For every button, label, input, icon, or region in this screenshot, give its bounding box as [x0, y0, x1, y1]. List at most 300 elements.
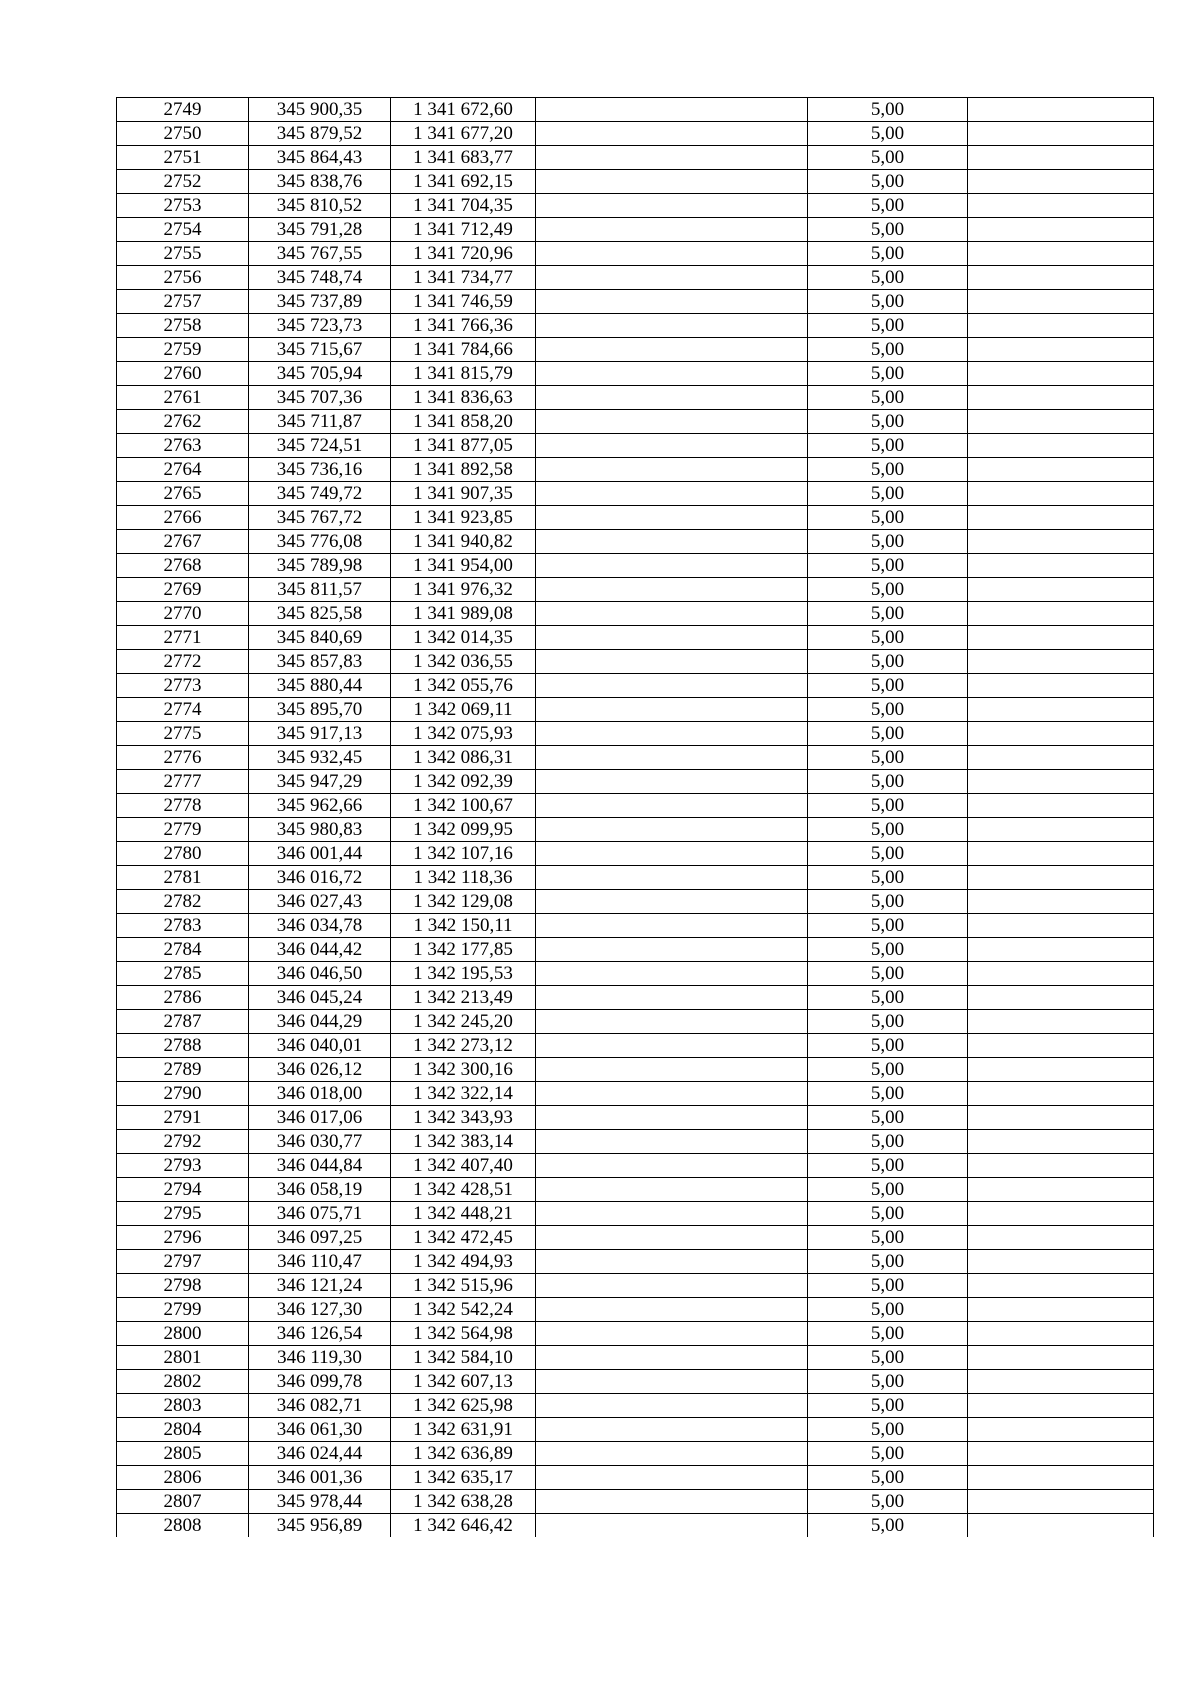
- y-coordinate-cell: 1 341 784,66: [391, 338, 536, 362]
- empty-cell: [968, 938, 1154, 962]
- value-cell: 5,00: [808, 770, 968, 794]
- y-coordinate-cell: 1 341 683,77: [391, 146, 536, 170]
- value-cell: 5,00: [808, 626, 968, 650]
- x-coordinate-cell: 345 749,72: [249, 482, 391, 506]
- empty-cell: [536, 1010, 808, 1034]
- empty-cell: [536, 1250, 808, 1274]
- point-number-cell: 2771: [117, 626, 249, 650]
- x-coordinate-cell: 345 838,76: [249, 170, 391, 194]
- empty-cell: [968, 506, 1154, 530]
- y-coordinate-cell: 1 342 625,98: [391, 1394, 536, 1418]
- table-row: [117, 1466, 1154, 1490]
- y-coordinate-cell: 1 342 273,12: [391, 1034, 536, 1058]
- point-number-cell: 2773: [117, 674, 249, 698]
- empty-cell: [536, 434, 808, 458]
- point-number-cell: 2789: [117, 1058, 249, 1082]
- table-row: [117, 1178, 1154, 1202]
- x-coordinate-cell: 346 110,47: [249, 1250, 391, 1274]
- table-row: [117, 1298, 1154, 1322]
- point-number-cell: 2799: [117, 1298, 249, 1322]
- value-cell: 5,00: [808, 866, 968, 890]
- point-number-cell: 2756: [117, 266, 249, 290]
- x-coordinate-cell: 345 724,51: [249, 434, 391, 458]
- empty-cell: [536, 698, 808, 722]
- y-coordinate-cell: 1 342 245,20: [391, 1010, 536, 1034]
- point-number-cell: 2759: [117, 338, 249, 362]
- empty-cell: [968, 866, 1154, 890]
- value-cell: 5,00: [808, 122, 968, 146]
- table-row: [117, 1274, 1154, 1298]
- value-cell: 5,00: [808, 434, 968, 458]
- empty-cell: [536, 794, 808, 818]
- y-coordinate-cell: 1 342 515,96: [391, 1274, 536, 1298]
- empty-cell: [968, 890, 1154, 914]
- empty-cell: [536, 866, 808, 890]
- empty-cell: [536, 146, 808, 170]
- value-cell: 5,00: [808, 746, 968, 770]
- y-coordinate-cell: 1 341 692,15: [391, 170, 536, 194]
- empty-cell: [536, 1322, 808, 1346]
- empty-cell: [536, 1154, 808, 1178]
- x-coordinate-cell: 345 737,89: [249, 290, 391, 314]
- table-row: [117, 458, 1154, 482]
- y-coordinate-cell: 1 341 923,85: [391, 506, 536, 530]
- point-number-cell: 2802: [117, 1370, 249, 1394]
- x-coordinate-cell: 346 040,01: [249, 1034, 391, 1058]
- table-row: [117, 650, 1154, 674]
- empty-cell: [536, 578, 808, 602]
- y-coordinate-cell: 1 342 636,89: [391, 1442, 536, 1466]
- point-number-cell: 2774: [117, 698, 249, 722]
- point-number-cell: 2808: [117, 1514, 249, 1538]
- value-cell: 5,00: [808, 986, 968, 1010]
- value-cell: 5,00: [808, 458, 968, 482]
- y-coordinate-cell: 1 342 099,95: [391, 818, 536, 842]
- point-number-cell: 2751: [117, 146, 249, 170]
- empty-cell: [536, 986, 808, 1010]
- point-number-cell: 2776: [117, 746, 249, 770]
- x-coordinate-cell: 346 044,42: [249, 938, 391, 962]
- y-coordinate-cell: 1 342 584,10: [391, 1346, 536, 1370]
- empty-cell: [968, 386, 1154, 410]
- x-coordinate-cell: 346 082,71: [249, 1394, 391, 1418]
- point-number-cell: 2761: [117, 386, 249, 410]
- empty-cell: [968, 362, 1154, 386]
- table-row: [117, 242, 1154, 266]
- point-number-cell: 2765: [117, 482, 249, 506]
- y-coordinate-cell: 1 341 712,49: [391, 218, 536, 242]
- x-coordinate-cell: 345 810,52: [249, 194, 391, 218]
- y-coordinate-cell: 1 342 300,16: [391, 1058, 536, 1082]
- x-coordinate-cell: 346 044,84: [249, 1154, 391, 1178]
- empty-cell: [968, 842, 1154, 866]
- point-number-cell: 2754: [117, 218, 249, 242]
- empty-cell: [536, 962, 808, 986]
- table-row: [117, 698, 1154, 722]
- point-number-cell: 2767: [117, 530, 249, 554]
- value-cell: 5,00: [808, 362, 968, 386]
- x-coordinate-cell: 345 711,87: [249, 410, 391, 434]
- table-row: [117, 1346, 1154, 1370]
- coordinates-table: [116, 97, 1154, 1537]
- empty-cell: [968, 962, 1154, 986]
- x-coordinate-cell: 345 840,69: [249, 626, 391, 650]
- empty-cell: [536, 938, 808, 962]
- table-row: [117, 194, 1154, 218]
- x-coordinate-cell: 345 789,98: [249, 554, 391, 578]
- point-number-cell: 2790: [117, 1082, 249, 1106]
- value-cell: 5,00: [808, 650, 968, 674]
- empty-cell: [968, 1514, 1154, 1538]
- x-coordinate-cell: 346 034,78: [249, 914, 391, 938]
- x-coordinate-cell: 346 027,43: [249, 890, 391, 914]
- point-number-cell: 2792: [117, 1130, 249, 1154]
- y-coordinate-cell: 1 341 892,58: [391, 458, 536, 482]
- empty-cell: [968, 986, 1154, 1010]
- table-row: [117, 1154, 1154, 1178]
- value-cell: 5,00: [808, 290, 968, 314]
- x-coordinate-cell: 345 736,16: [249, 458, 391, 482]
- value-cell: 5,00: [808, 1178, 968, 1202]
- point-number-cell: 2760: [117, 362, 249, 386]
- point-number-cell: 2785: [117, 962, 249, 986]
- y-coordinate-cell: 1 342 055,76: [391, 674, 536, 698]
- table-row: [117, 1010, 1154, 1034]
- empty-cell: [968, 266, 1154, 290]
- y-coordinate-cell: 1 341 677,20: [391, 122, 536, 146]
- point-number-cell: 2755: [117, 242, 249, 266]
- table-row: [117, 218, 1154, 242]
- table-row: [117, 530, 1154, 554]
- value-cell: 5,00: [808, 842, 968, 866]
- empty-cell: [536, 1370, 808, 1394]
- x-coordinate-cell: 345 864,43: [249, 146, 391, 170]
- y-coordinate-cell: 1 342 564,98: [391, 1322, 536, 1346]
- empty-cell: [968, 290, 1154, 314]
- empty-cell: [536, 1514, 808, 1538]
- table-row: [117, 1226, 1154, 1250]
- empty-cell: [536, 362, 808, 386]
- x-coordinate-cell: 346 044,29: [249, 1010, 391, 1034]
- y-coordinate-cell: 1 342 075,93: [391, 722, 536, 746]
- value-cell: 5,00: [808, 1442, 968, 1466]
- empty-cell: [536, 242, 808, 266]
- x-coordinate-cell: 345 776,08: [249, 530, 391, 554]
- empty-cell: [536, 122, 808, 146]
- table-row: [117, 914, 1154, 938]
- point-number-cell: 2772: [117, 650, 249, 674]
- empty-cell: [536, 1082, 808, 1106]
- empty-cell: [536, 722, 808, 746]
- x-coordinate-cell: 345 895,70: [249, 698, 391, 722]
- y-coordinate-cell: 1 342 036,55: [391, 650, 536, 674]
- empty-cell: [536, 1274, 808, 1298]
- x-coordinate-cell: 345 980,83: [249, 818, 391, 842]
- x-coordinate-cell: 346 018,00: [249, 1082, 391, 1106]
- table-row: [117, 578, 1154, 602]
- value-cell: 5,00: [808, 602, 968, 626]
- x-coordinate-cell: 345 791,28: [249, 218, 391, 242]
- point-number-cell: 2806: [117, 1466, 249, 1490]
- value-cell: 5,00: [808, 410, 968, 434]
- y-coordinate-cell: 1 341 766,36: [391, 314, 536, 338]
- x-coordinate-cell: 346 121,24: [249, 1274, 391, 1298]
- value-cell: 5,00: [808, 890, 968, 914]
- table-row: [117, 1058, 1154, 1082]
- y-coordinate-cell: 1 342 494,93: [391, 1250, 536, 1274]
- empty-cell: [968, 1154, 1154, 1178]
- x-coordinate-cell: 345 705,94: [249, 362, 391, 386]
- empty-cell: [968, 338, 1154, 362]
- empty-cell: [536, 746, 808, 770]
- empty-cell: [968, 1034, 1154, 1058]
- y-coordinate-cell: 1 342 631,91: [391, 1418, 536, 1442]
- point-number-cell: 2781: [117, 866, 249, 890]
- empty-cell: [968, 410, 1154, 434]
- x-coordinate-cell: 345 767,72: [249, 506, 391, 530]
- table-row: [117, 410, 1154, 434]
- table-row: [117, 554, 1154, 578]
- empty-cell: [536, 170, 808, 194]
- point-number-cell: 2770: [117, 602, 249, 626]
- empty-cell: [536, 842, 808, 866]
- empty-cell: [968, 602, 1154, 626]
- y-coordinate-cell: 1 342 635,17: [391, 1466, 536, 1490]
- empty-cell: [536, 194, 808, 218]
- y-coordinate-cell: 1 342 100,67: [391, 794, 536, 818]
- value-cell: 5,00: [808, 1226, 968, 1250]
- empty-cell: [536, 626, 808, 650]
- empty-cell: [536, 1178, 808, 1202]
- value-cell: 5,00: [808, 1370, 968, 1394]
- y-coordinate-cell: 1 342 607,13: [391, 1370, 536, 1394]
- value-cell: 5,00: [808, 1154, 968, 1178]
- x-coordinate-cell: 345 932,45: [249, 746, 391, 770]
- empty-cell: [536, 1034, 808, 1058]
- x-coordinate-cell: 346 126,54: [249, 1322, 391, 1346]
- x-coordinate-cell: 346 024,44: [249, 1442, 391, 1466]
- empty-cell: [968, 1418, 1154, 1442]
- empty-cell: [968, 1250, 1154, 1274]
- y-coordinate-cell: 1 342 383,14: [391, 1130, 536, 1154]
- empty-cell: [536, 98, 808, 122]
- x-coordinate-cell: 346 099,78: [249, 1370, 391, 1394]
- empty-cell: [536, 1202, 808, 1226]
- point-number-cell: 2794: [117, 1178, 249, 1202]
- x-coordinate-cell: 346 030,77: [249, 1130, 391, 1154]
- empty-cell: [536, 482, 808, 506]
- y-coordinate-cell: 1 342 014,35: [391, 626, 536, 650]
- value-cell: 5,00: [808, 554, 968, 578]
- table-row: [117, 842, 1154, 866]
- value-cell: 5,00: [808, 818, 968, 842]
- empty-cell: [536, 554, 808, 578]
- empty-cell: [968, 1082, 1154, 1106]
- value-cell: 5,00: [808, 1202, 968, 1226]
- y-coordinate-cell: 1 341 815,79: [391, 362, 536, 386]
- point-number-cell: 2779: [117, 818, 249, 842]
- point-number-cell: 2778: [117, 794, 249, 818]
- table-row: [117, 314, 1154, 338]
- value-cell: 5,00: [808, 578, 968, 602]
- y-coordinate-cell: 1 341 858,20: [391, 410, 536, 434]
- point-number-cell: 2788: [117, 1034, 249, 1058]
- empty-cell: [536, 1394, 808, 1418]
- value-cell: 5,00: [808, 338, 968, 362]
- x-coordinate-cell: 346 097,25: [249, 1226, 391, 1250]
- x-coordinate-cell: 345 715,67: [249, 338, 391, 362]
- empty-cell: [968, 794, 1154, 818]
- value-cell: 5,00: [808, 194, 968, 218]
- point-number-cell: 2752: [117, 170, 249, 194]
- value-cell: 5,00: [808, 386, 968, 410]
- value-cell: 5,00: [808, 170, 968, 194]
- empty-cell: [536, 530, 808, 554]
- y-coordinate-cell: 1 341 976,32: [391, 578, 536, 602]
- x-coordinate-cell: 346 058,19: [249, 1178, 391, 1202]
- point-number-cell: 2762: [117, 410, 249, 434]
- empty-cell: [536, 1466, 808, 1490]
- y-coordinate-cell: 1 342 646,42: [391, 1514, 536, 1538]
- y-coordinate-cell: 1 342 322,14: [391, 1082, 536, 1106]
- value-cell: 5,00: [808, 698, 968, 722]
- table-row: [117, 146, 1154, 170]
- y-coordinate-cell: 1 342 069,11: [391, 698, 536, 722]
- empty-cell: [968, 818, 1154, 842]
- empty-cell: [968, 1322, 1154, 1346]
- table-row: [117, 986, 1154, 1010]
- y-coordinate-cell: 1 342 129,08: [391, 890, 536, 914]
- value-cell: 5,00: [808, 98, 968, 122]
- x-coordinate-cell: 345 956,89: [249, 1514, 391, 1538]
- table-row: [117, 434, 1154, 458]
- table-row: [117, 1106, 1154, 1130]
- value-cell: 5,00: [808, 1298, 968, 1322]
- value-cell: 5,00: [808, 314, 968, 338]
- y-coordinate-cell: 1 342 343,93: [391, 1106, 536, 1130]
- empty-cell: [968, 674, 1154, 698]
- value-cell: 5,00: [808, 1274, 968, 1298]
- empty-cell: [536, 914, 808, 938]
- x-coordinate-cell: 346 016,72: [249, 866, 391, 890]
- empty-cell: [968, 122, 1154, 146]
- point-number-cell: 2807: [117, 1490, 249, 1514]
- table-row: [117, 1250, 1154, 1274]
- table-row: [117, 1370, 1154, 1394]
- empty-cell: [968, 1274, 1154, 1298]
- y-coordinate-cell: 1 342 195,53: [391, 962, 536, 986]
- empty-cell: [968, 170, 1154, 194]
- table-row: [117, 362, 1154, 386]
- x-coordinate-cell: 345 723,73: [249, 314, 391, 338]
- value-cell: 5,00: [808, 1034, 968, 1058]
- value-cell: 5,00: [808, 938, 968, 962]
- y-coordinate-cell: 1 341 954,00: [391, 554, 536, 578]
- empty-cell: [536, 314, 808, 338]
- table-row: [117, 1082, 1154, 1106]
- empty-cell: [536, 458, 808, 482]
- value-cell: 5,00: [808, 1322, 968, 1346]
- point-number-cell: 2803: [117, 1394, 249, 1418]
- y-coordinate-cell: 1 341 734,77: [391, 266, 536, 290]
- empty-cell: [968, 1226, 1154, 1250]
- y-coordinate-cell: 1 341 746,59: [391, 290, 536, 314]
- empty-cell: [536, 1442, 808, 1466]
- empty-cell: [536, 1490, 808, 1514]
- point-number-cell: 2769: [117, 578, 249, 602]
- y-coordinate-cell: 1 341 672,60: [391, 98, 536, 122]
- y-coordinate-cell: 1 342 150,11: [391, 914, 536, 938]
- x-coordinate-cell: 345 748,74: [249, 266, 391, 290]
- empty-cell: [536, 218, 808, 242]
- empty-cell: [536, 890, 808, 914]
- point-number-cell: 2783: [117, 914, 249, 938]
- point-number-cell: 2768: [117, 554, 249, 578]
- empty-cell: [968, 218, 1154, 242]
- empty-cell: [536, 410, 808, 434]
- table-row: [117, 266, 1154, 290]
- table-row: [117, 1418, 1154, 1442]
- table-row: [117, 98, 1154, 122]
- x-coordinate-cell: 345 962,66: [249, 794, 391, 818]
- value-cell: 5,00: [808, 1394, 968, 1418]
- point-number-cell: 2784: [117, 938, 249, 962]
- table-row: [117, 1322, 1154, 1346]
- x-coordinate-cell: 345 880,44: [249, 674, 391, 698]
- point-number-cell: 2780: [117, 842, 249, 866]
- y-coordinate-cell: 1 341 940,82: [391, 530, 536, 554]
- value-cell: 5,00: [808, 506, 968, 530]
- empty-cell: [968, 482, 1154, 506]
- empty-cell: [536, 1226, 808, 1250]
- x-coordinate-cell: 346 075,71: [249, 1202, 391, 1226]
- y-coordinate-cell: 1 342 086,31: [391, 746, 536, 770]
- point-number-cell: 2793: [117, 1154, 249, 1178]
- empty-cell: [968, 146, 1154, 170]
- empty-cell: [968, 98, 1154, 122]
- empty-cell: [968, 1178, 1154, 1202]
- table-row: [117, 890, 1154, 914]
- table-row: [117, 386, 1154, 410]
- table-row: [117, 1394, 1154, 1418]
- value-cell: 5,00: [808, 218, 968, 242]
- table-row: [117, 1442, 1154, 1466]
- table-row: [117, 602, 1154, 626]
- table-row: [117, 746, 1154, 770]
- x-coordinate-cell: 345 811,57: [249, 578, 391, 602]
- table-row: [117, 1034, 1154, 1058]
- value-cell: 5,00: [808, 266, 968, 290]
- value-cell: 5,00: [808, 674, 968, 698]
- empty-cell: [968, 578, 1154, 602]
- y-coordinate-cell: 1 341 704,35: [391, 194, 536, 218]
- y-coordinate-cell: 1 342 638,28: [391, 1490, 536, 1514]
- empty-cell: [536, 1346, 808, 1370]
- empty-cell: [968, 458, 1154, 482]
- table-row: [117, 338, 1154, 362]
- empty-cell: [536, 1418, 808, 1442]
- empty-cell: [536, 602, 808, 626]
- empty-cell: [968, 914, 1154, 938]
- table-row: [117, 674, 1154, 698]
- point-number-cell: 2798: [117, 1274, 249, 1298]
- table-row: [117, 122, 1154, 146]
- empty-cell: [536, 338, 808, 362]
- empty-cell: [536, 386, 808, 410]
- y-coordinate-cell: 1 342 542,24: [391, 1298, 536, 1322]
- point-number-cell: 2766: [117, 506, 249, 530]
- value-cell: 5,00: [808, 242, 968, 266]
